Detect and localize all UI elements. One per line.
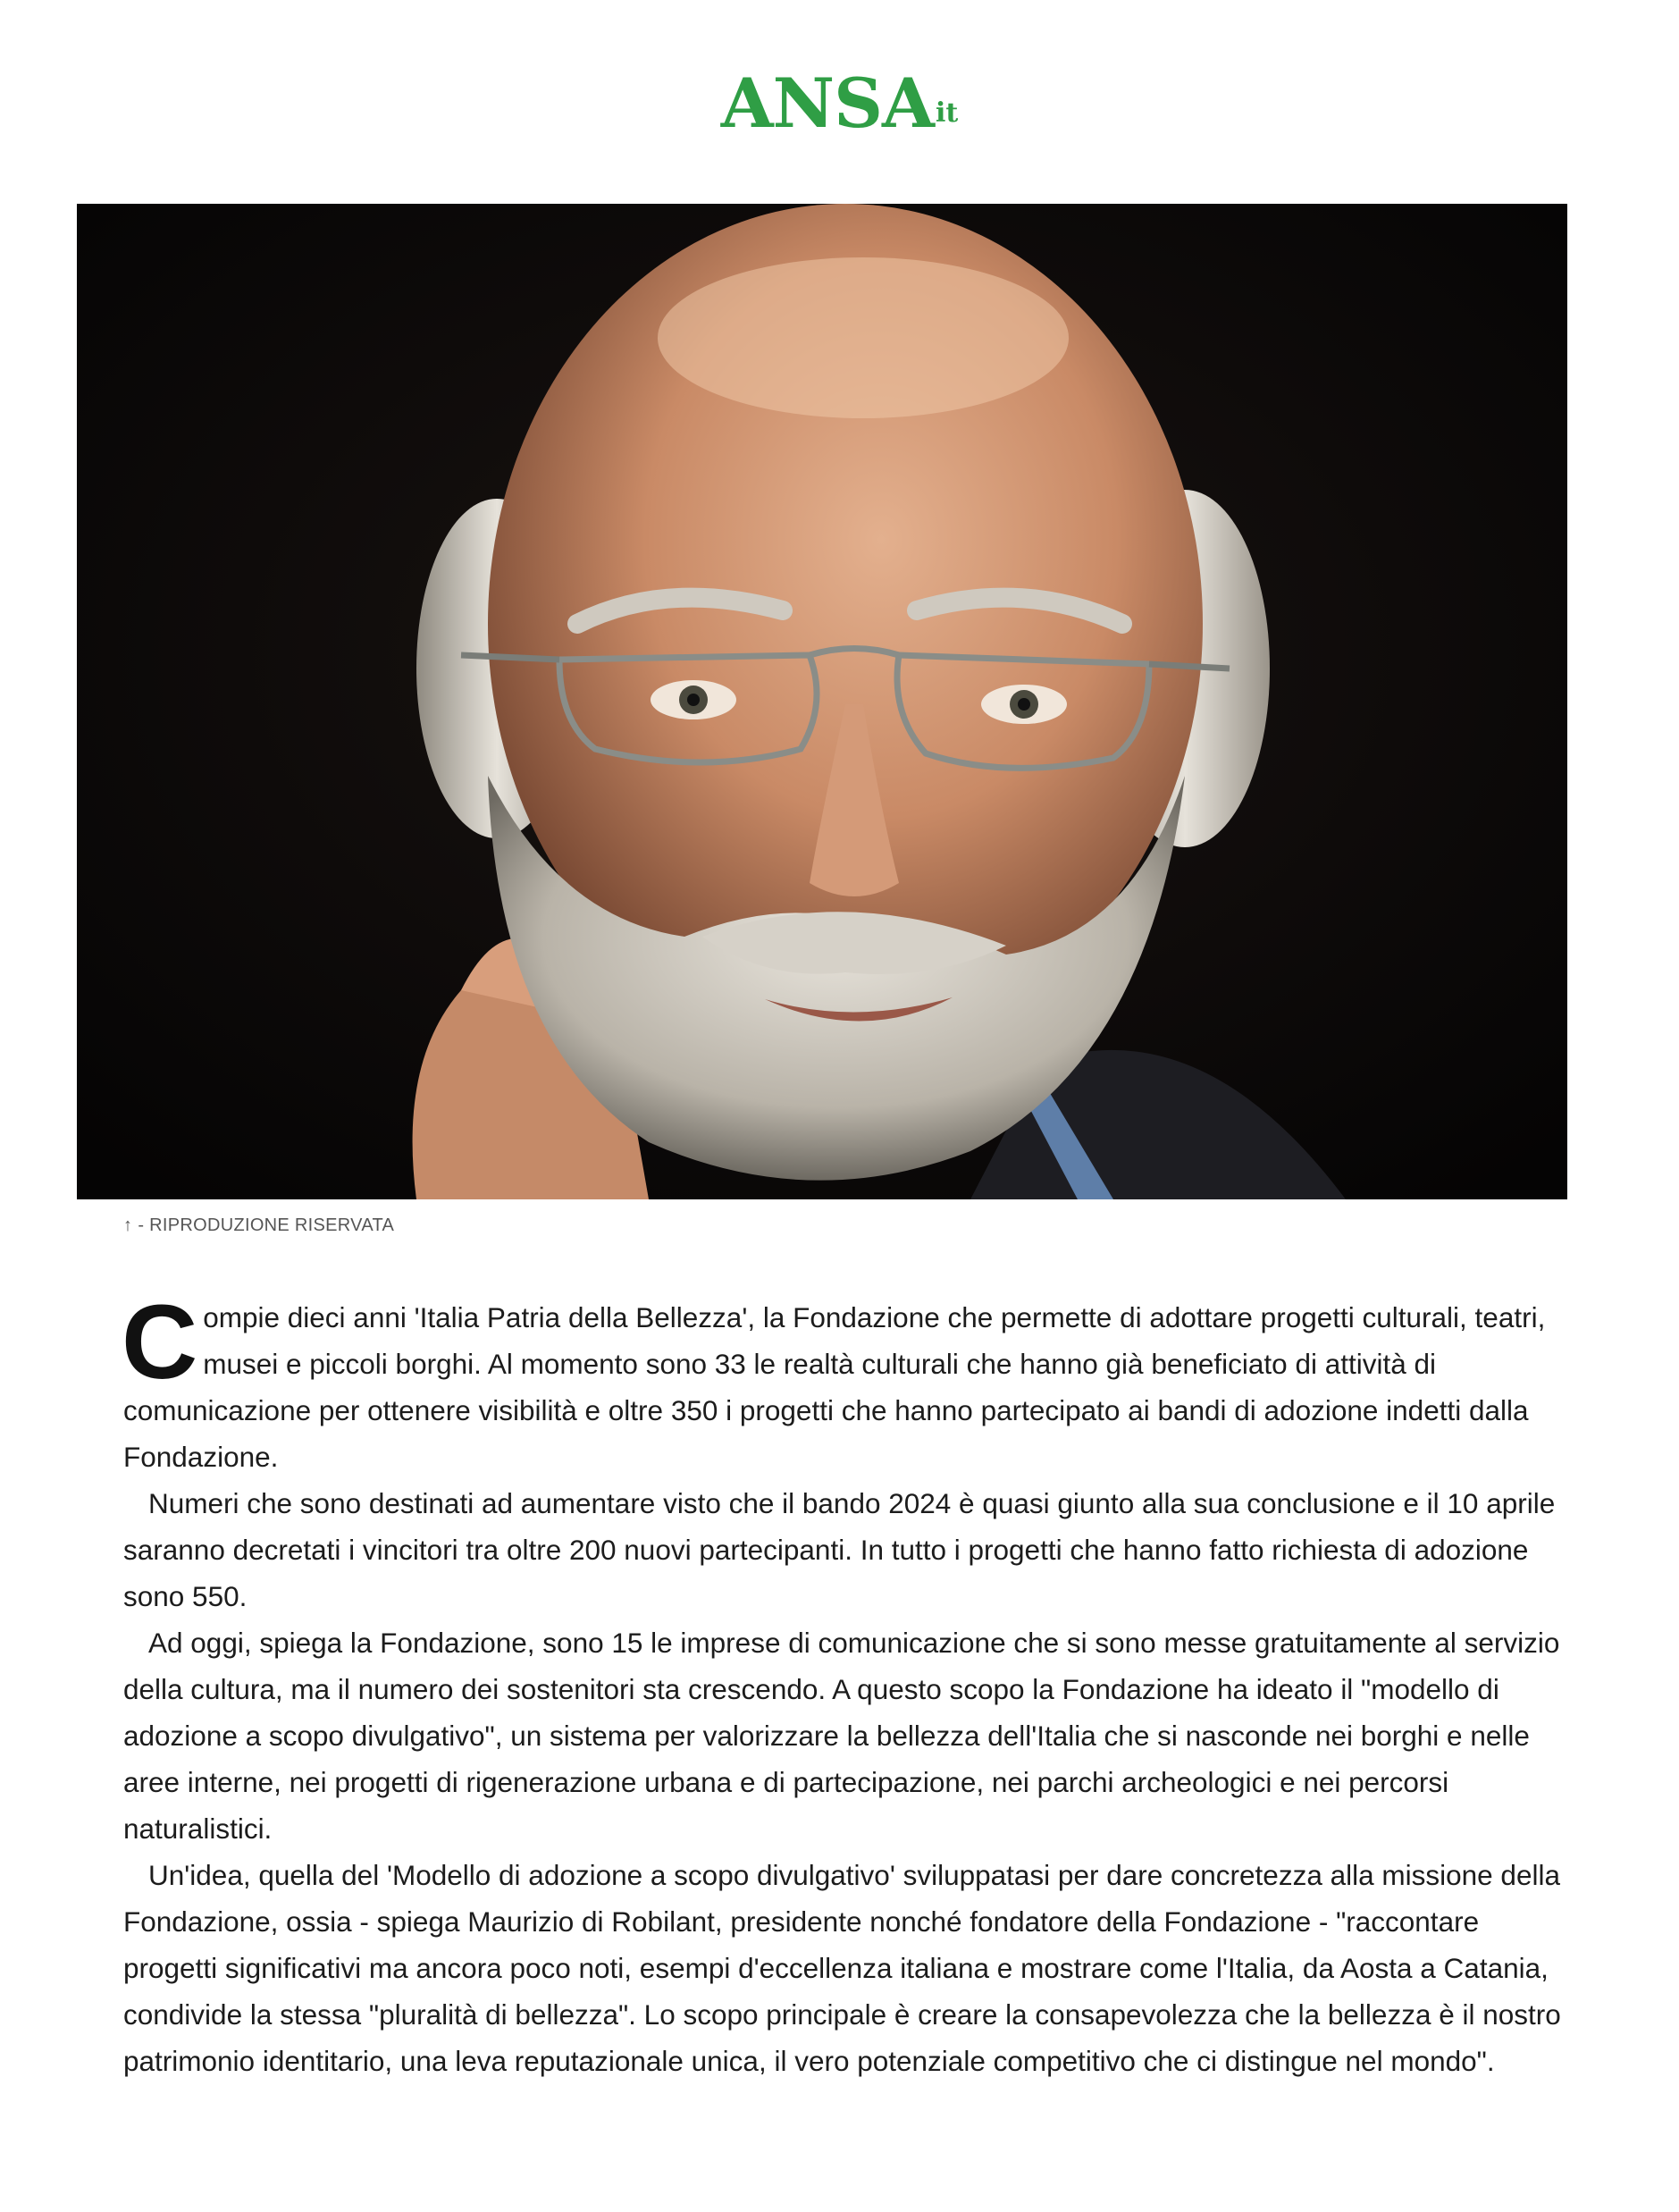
arrow-up-icon: ↑	[123, 1215, 133, 1235]
logo-suffix: it	[936, 97, 959, 129]
paragraph-4: Un'idea, quella del 'Modello di adozione a scopo divulgativo' sviluppatasi per dare concretezza alla missione della Fondazione, ossia - spiega Maurizio di Robilant, presidente nonché fondatore della Fondazione - "raccontare progetti significativi ma ancora poco noti, esempi d'eccellenza italiana e mostrare come l'Italia, da Aosta a Catania, condivide la stessa "pluralità di bellezza". Lo scopo principale è creare la consapevolezza che la bellezza è il nostro patrimonio identitario, una leva reputazionale unica, il vero potenziale competitivo che ci distingue nel mondo".	[123, 1859, 1561, 2077]
portrait-illustration	[77, 204, 1567, 1199]
paragraph-1-text: ompie dieci anni 'Italia Patria della Bellezza', la Fondazione che permette di adottare progetti culturali, teatri, musei e piccoli borghi. Al momento sono 33 le realtà culturali che hanno già beneficiato di attività di comunicazione per ottenere visibilità e oltre 350 i progetti che hanno partecipato ai bandi di adozione indetti dalla Fondazione.	[123, 1301, 1546, 1473]
logo-text: ANSA	[720, 63, 935, 143]
photo-caption	[123, 1215, 394, 1236]
article-photo	[77, 204, 1567, 1199]
caption-text: - RIPRODUZIONE RISERVATA	[138, 1215, 395, 1235]
ansa-logo[interactable]	[0, 63, 1679, 143]
paragraph-3: Ad oggi, spiega la Fondazione, sono 15 le imprese di comunicazione che si sono messe gratuitamente al servizio della cultura, ma il numero dei sostenitori sta crescendo. A questo scopo la Fondazione ha ideato il "modello di adozione a scopo divulgativo", un sistema per valorizzare la bellezza dell'Italia che si nasconde nei borghi e nelle aree interne, nei progetti di rigenerazione urbana e di partecipazione, nei parchi archeologici e nei percorsi naturalistici.	[123, 1627, 1560, 1845]
drop-cap: C	[122, 1283, 198, 1401]
paragraph-1	[122, 1283, 1564, 1480]
paragraph-2: Numeri che sono destinati ad aumentare visto che il bando 2024 è quasi giunto alla sua conclusione e il 10 aprile saranno decretati i vincitori tra oltre 200 nuovi partecipanti. In tutto i progetti che hanno fatto richiesta di adozione sono 550.	[123, 1487, 1556, 1612]
article-body	[122, 1283, 1564, 2084]
